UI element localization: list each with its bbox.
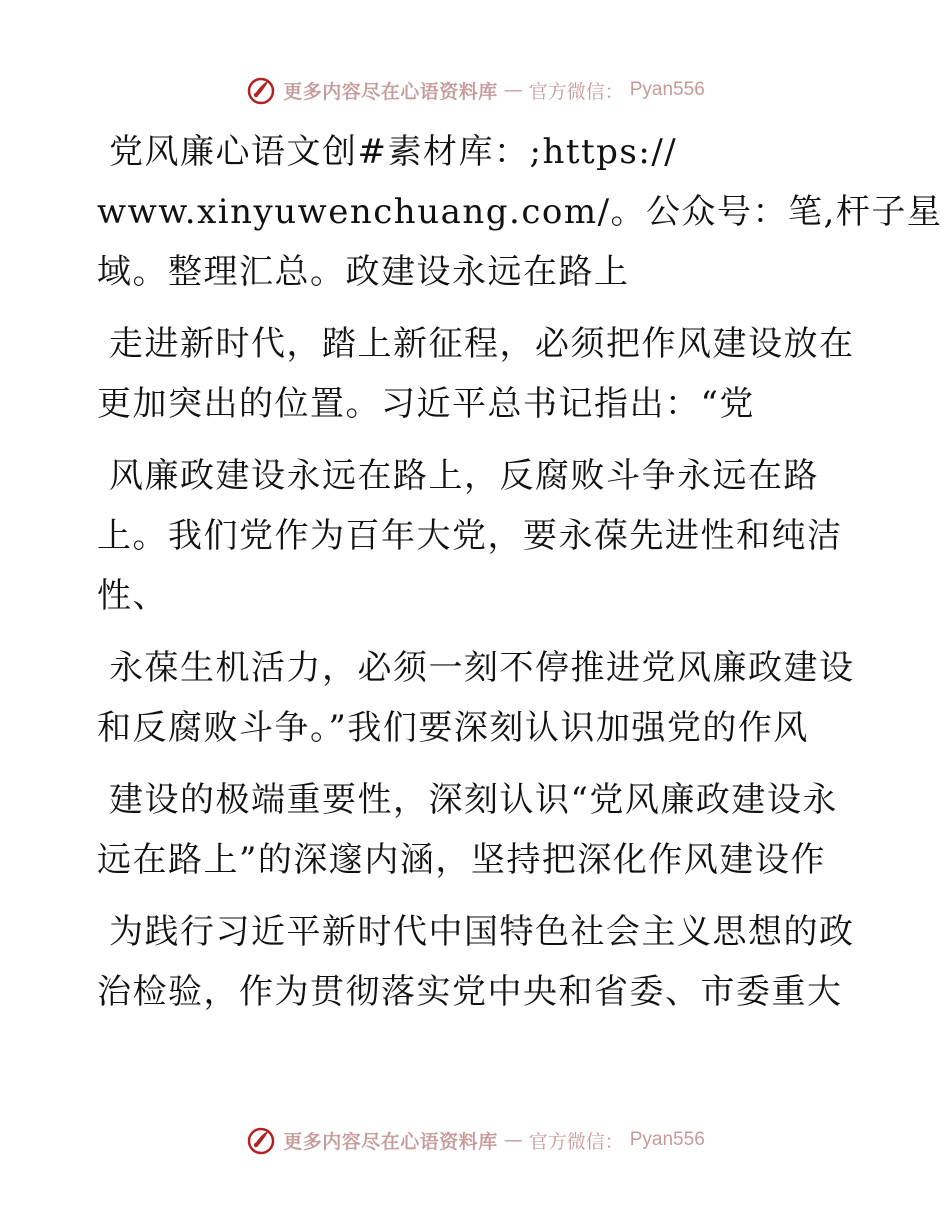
text-line: 为践行习近平新时代中国特色社会主义思想的政 xyxy=(109,912,855,952)
brush-logo-icon xyxy=(245,74,277,106)
paragraph xyxy=(97,638,855,758)
paragraph xyxy=(97,446,843,626)
text-line: 党风廉心语文创#素材库：;https:// xyxy=(109,132,678,172)
paragraph xyxy=(97,770,837,890)
banner-wechat-id: Pyan556 xyxy=(629,1129,705,1150)
paragraph xyxy=(97,122,943,302)
text-line: 永葆生机活力，必须一刻不停推进党风廉政建设 xyxy=(109,648,855,688)
paragraph xyxy=(97,314,855,434)
text-line: 性、 xyxy=(97,576,168,616)
brush-logo-icon xyxy=(245,1124,277,1156)
text-line: 和反腐败斗争。”我们要深刻认识加强党的作风 xyxy=(97,708,809,748)
text-line: 上。我们党作为百年大党，要永葆先进性和纯洁 xyxy=(97,516,843,556)
footer-banner xyxy=(0,1120,950,1160)
banner-wechat-label: 官方微信： xyxy=(528,80,624,103)
header-banner xyxy=(0,70,950,110)
text-line: 风廉政建设永远在路上，反腐败斗争永远在路 xyxy=(109,456,819,496)
text-line: 域。整理汇总。政建设永远在路上 xyxy=(97,252,630,292)
paragraph xyxy=(97,902,855,1022)
banner-wechat-id: Pyan556 xyxy=(629,79,705,100)
text-line: 建设的极端重要性，深刻认识“党风廉政建设永 xyxy=(109,780,838,820)
banner-title: 更多内容尽在心语资料库 xyxy=(283,1130,498,1153)
text-line: 远在路上”的深邃内涵，坚持把深化作风建设作 xyxy=(97,840,826,880)
banner-separator: — xyxy=(503,1129,523,1151)
banner-wechat-label: 官方微信： xyxy=(528,1130,624,1153)
banner-separator: — xyxy=(503,79,523,101)
document-body xyxy=(97,122,943,1034)
text-line: 更加突出的位置。习近平总书记指出：“党 xyxy=(97,384,755,424)
text-line: 治检验，作为贯彻落实党中央和省委、市委重大 xyxy=(97,972,843,1012)
text-line: 走进新时代，踏上新征程，必须把作风建设放在 xyxy=(109,324,855,364)
banner-title: 更多内容尽在心语资料库 xyxy=(283,80,498,103)
text-line: www.xinyuwenchuang.com/。公众号：笔,杆子星 xyxy=(97,192,943,232)
